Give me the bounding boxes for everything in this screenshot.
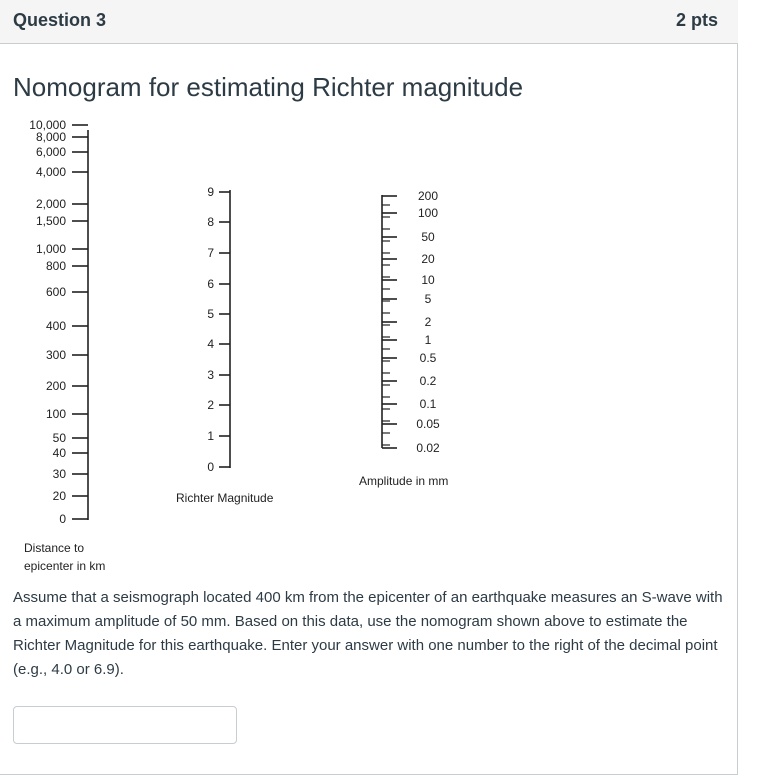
distance-tick-label: 10,000 — [29, 118, 66, 132]
answer-input[interactable] — [13, 706, 237, 744]
magnitude-tick-label: 6 — [207, 277, 214, 291]
distance-tick-label: 1,000 — [35, 242, 66, 256]
amplitude-tick-label: 10 — [421, 273, 435, 287]
distance-tick-label: 2,000 — [35, 197, 66, 211]
distance-tick-label: 40 — [52, 446, 66, 460]
distance-label-line1: Distance to — [24, 541, 85, 555]
amplitude-tick-label: 200 — [417, 189, 439, 203]
amplitude-tick-label: 5 — [424, 292, 432, 306]
distance-tick-label: 400 — [45, 319, 66, 333]
distance-tick-label: 300 — [45, 348, 66, 362]
magnitude-tick-label: 7 — [207, 246, 214, 260]
distance-tick-label: 200 — [45, 379, 66, 393]
distance-tick-label: 4,000 — [35, 165, 66, 179]
distance-tick-label: 6,000 — [35, 145, 66, 159]
amplitude-tick-label: 0.2 — [419, 374, 437, 388]
distance-label-line2: epicenter in km — [24, 559, 106, 573]
magnitude-tick-label: 2 — [207, 398, 214, 412]
magnitude-tick-label: 0 — [207, 460, 214, 474]
nomogram-title: Nomogram for estimating Richter magnitude — [13, 72, 524, 102]
magnitude-tick-label: 1 — [207, 429, 214, 443]
amplitude-label: Amplitude in mm — [359, 474, 449, 488]
question-title: Question 3 — [13, 10, 107, 30]
question-points: 2 pts — [675, 10, 718, 30]
distance-tick-label: 8,000 — [35, 130, 66, 144]
question-header — [0, 0, 738, 44]
amplitude-tick-label: 2 — [424, 315, 432, 329]
distance-tick-label: 20 — [52, 489, 66, 503]
magnitude-tick-label: 8 — [207, 215, 214, 229]
distance-tick-label: 600 — [45, 285, 66, 299]
amplitude-tick-label: 50 — [421, 230, 435, 244]
magnitude-tick-label: 3 — [207, 368, 214, 382]
amplitude-tick-label: 100 — [417, 206, 439, 220]
magnitude-tick-label: 5 — [207, 307, 214, 321]
amplitude-tick-label: 0.1 — [419, 397, 437, 411]
amplitude-tick-label: 1 — [424, 333, 432, 347]
amplitude-ticks — [382, 189, 440, 455]
distance-tick-label: 50 — [52, 431, 66, 445]
distance-tick-label: 0 — [59, 512, 66, 526]
distance-tick-label: 1,500 — [35, 214, 66, 228]
magnitude-scale — [176, 185, 274, 505]
amplitude-tick-label: 0.02 — [416, 441, 440, 455]
question-prompt: Assume that a seismograph located 400 km from the epicenter of an earthquake measures an S-wave with a maximum amplitude of 50 mm. Based on this data, use the nomogram shown above to estimate the Richter Magnitude for this earthquake. Enter your answer with one number to the right of the decimal point (e.g., 4.0 or 6.9). — [13, 589, 723, 678]
amplitude-tick-label: 0.05 — [416, 417, 440, 431]
magnitude-tick-label: 4 — [207, 337, 214, 351]
amplitude-tick-label: 0.5 — [419, 351, 437, 365]
magnitude-tick-label: 9 — [207, 185, 214, 199]
amplitude-scale — [359, 189, 448, 488]
distance-scale — [24, 118, 105, 573]
distance-tick-label: 800 — [45, 259, 66, 273]
magnitude-ticks — [207, 185, 230, 474]
magnitude-label: Richter Magnitude — [176, 491, 274, 505]
distance-tick-label: 30 — [52, 467, 66, 481]
distance-tick-label: 100 — [45, 407, 66, 421]
distance-ticks — [29, 118, 88, 526]
amplitude-tick-label: 20 — [421, 252, 435, 266]
